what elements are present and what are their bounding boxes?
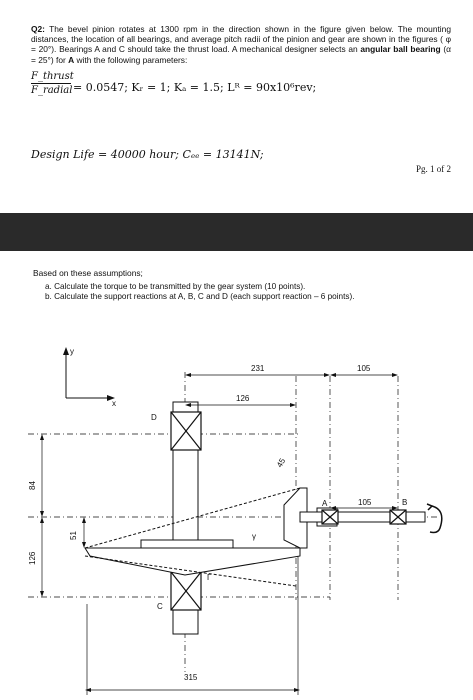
dim-231: 231 [251, 364, 265, 373]
dim-84: 84 [28, 481, 37, 490]
bearing-b [390, 510, 406, 524]
y-arrow-icon [63, 347, 69, 355]
task-item-a: a. Calculate the torque to be transmitted by the gear system (10 points). [45, 282, 306, 291]
dim-126-side: 126 [28, 551, 37, 565]
dimension-arrowheads [40, 373, 398, 692]
rotation-arrow-icon [430, 506, 442, 533]
assumptions-heading: Based on these assumptions; [33, 268, 143, 278]
parameter-list: = 0.0547; Kᵣ = 1; Kₐ = 1.5; Lᴿ = 90x10⁶rev; [73, 81, 317, 94]
label-b: B [402, 498, 408, 507]
dim-45: 45 [274, 456, 288, 469]
dim-126-top: 126 [236, 394, 250, 403]
bearing-d [171, 412, 201, 450]
design-life-line: Design Life = 40000 hour; Cₑₑ = 13141N; [31, 148, 264, 161]
axes-icon [66, 352, 110, 398]
question-text: Q2: The bevel pinion rotates at 1300 rpm in the direction shown in the figure given below. The mounting distances, the location of all bearings, and average pitch radii of the pinion and gear are shown in the figures ( φ = 20°). Bearings A and C should take the thrust load. A mechanical designer selects an angular ball bearing (α = 25°) for A with the following parameters: [31, 24, 451, 65]
rotation-arrowhead-icon [427, 504, 432, 510]
dim-105-top: 105 [357, 364, 371, 373]
label-gamma-gear: Γ [207, 573, 212, 582]
axis-y-label: y [70, 347, 74, 356]
fraction-denominator: F_radial [31, 85, 73, 96]
label-c: C [157, 602, 163, 611]
dimension-lines [42, 375, 396, 695]
dim-315: 315 [184, 673, 198, 682]
dim-51: 51 [69, 531, 78, 540]
label-d: D [151, 413, 157, 422]
label-a: A [322, 499, 328, 508]
dim-105-mid: 105 [358, 498, 372, 507]
axis-x-label: x [112, 399, 116, 408]
task-item-b: b. Calculate the support reactions at A, B, C and D (each support reaction – 6 points). [45, 292, 355, 301]
bearing-c [171, 572, 201, 610]
label-gamma-pinion: γ [252, 532, 256, 541]
fraction-numerator: F_thrust [31, 71, 74, 82]
page-number: Pg. 1 of 2 [415, 164, 451, 174]
question-lead: Q2: [31, 24, 45, 34]
bearing-a [322, 510, 338, 524]
